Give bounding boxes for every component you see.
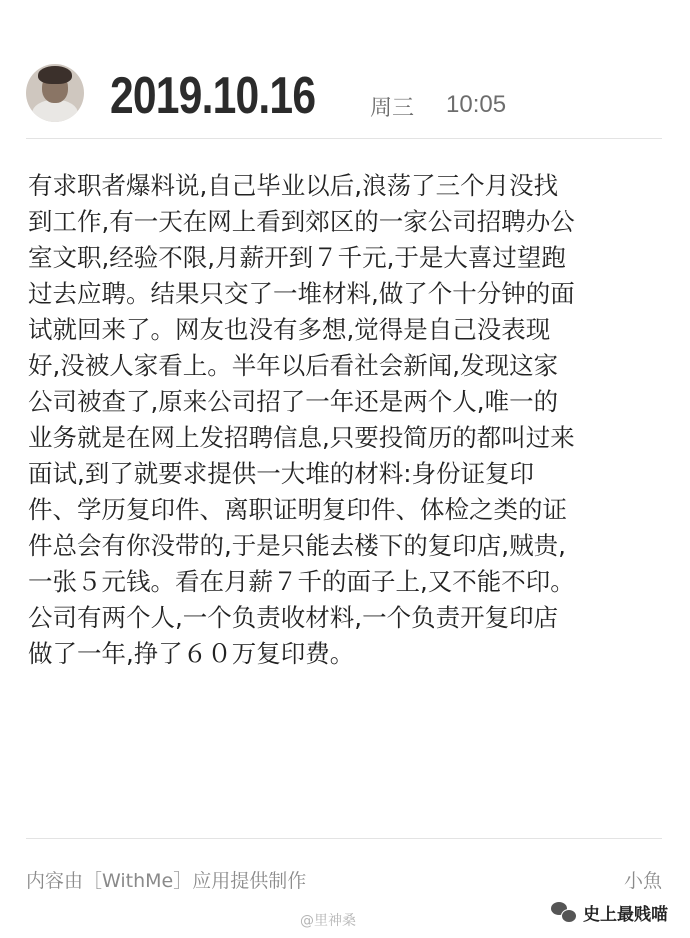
body-line: 有求职者爆料说,自己毕业以后,浪荡了三个月没找 bbox=[28, 171, 559, 200]
post-time: 10:05 bbox=[446, 91, 507, 118]
body-line: 到工作,有一天在网上看到郊区的一家公司招聘办公 bbox=[28, 207, 575, 236]
avatar[interactable] bbox=[26, 64, 84, 122]
body-line: 好,没被人家看上。半年以后看社会新闻,发现这家 bbox=[28, 351, 559, 380]
wechat-icon bbox=[551, 902, 577, 924]
body-line: 室文职,经验不限,月薪开到７千元,于是大喜过望跑 bbox=[28, 243, 566, 272]
body-line: 做了一年,挣了６０万复印费。 bbox=[28, 639, 355, 668]
post-date: 2019.10.16 bbox=[110, 67, 316, 125]
body-line: 业务就是在网上发招聘信息,只要投简历的都叫过来 bbox=[28, 423, 575, 452]
post-weekday: 周三 bbox=[370, 96, 415, 121]
body-line: 公司被查了,原来公司招了一年还是两个人,唯一的 bbox=[28, 387, 559, 416]
body-line: 面试,到了就要求提供一大堆的材料:身份证复印 bbox=[28, 459, 535, 488]
body-line: 件、学历复印件、离职证明复印件、体检之类的证 bbox=[28, 495, 567, 524]
body-line: 试就回来了。网友也没有多想,觉得是自己没表现 bbox=[28, 315, 551, 344]
body-line: 公司有两个人,一个负责收材料,一个负责开复印店 bbox=[28, 603, 559, 632]
header-divider bbox=[26, 138, 662, 139]
body-line: 过去应聘。结果只交了一堆材料,做了个十分钟的面 bbox=[28, 279, 575, 308]
body-line: 件总会有你没带的,于是只能去楼下的复印店,贼贵, bbox=[28, 531, 566, 560]
wechat-watermark bbox=[551, 900, 668, 925]
avatar-hair bbox=[38, 66, 72, 84]
footer-divider bbox=[26, 838, 662, 839]
app-credit: 内容由［WithMe］应用提供制作 bbox=[26, 870, 307, 892]
post-body bbox=[28, 168, 668, 672]
body-line: 一张５元钱。看在月薪７千的面子上,又不能不印。 bbox=[28, 567, 575, 596]
wechat-account-name: 史上最贱喵 bbox=[583, 905, 668, 925]
post-header bbox=[0, 0, 690, 140]
weibo-watermark: @里神桑 bbox=[300, 913, 356, 929]
avatar-body bbox=[32, 100, 78, 122]
author-name: 小魚 bbox=[623, 870, 662, 892]
